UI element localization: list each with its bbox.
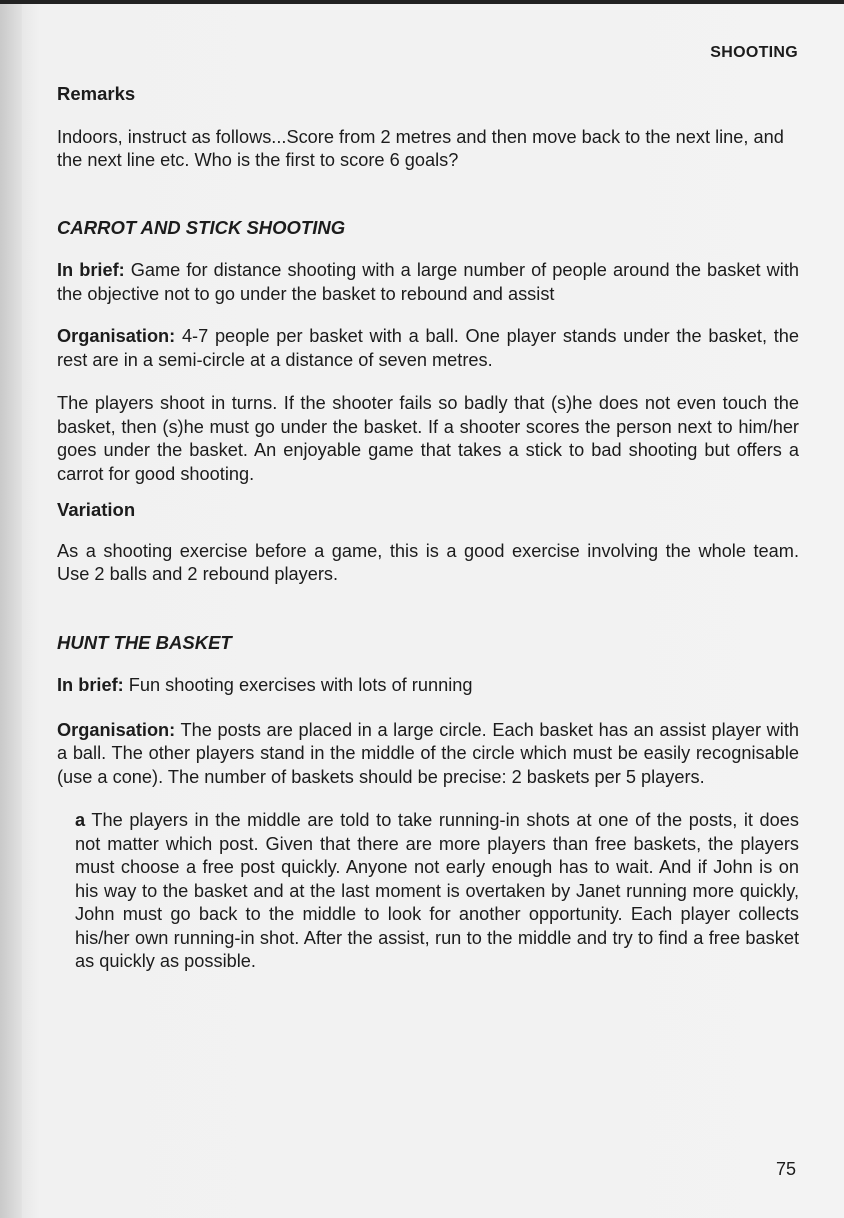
page-spine-shadow [0,0,22,1218]
hunt-item-a-text: The players in the middle are told to take running-in shots at one of the posts, it does not matter which post. Given that there are more players than free baskets, the players must choose a free post quickly. Anyone not early enough has to wait. And if John is on his way to the basket and at the last moment is overtaken by Janet running more quickly, John must go back to the middle to look for another opportunity. Each player collects his/her own running-in shot. After the assist, run to the middle and try to find a free basket as quickly as possible. [75,810,799,971]
variation-text: As a shooting exercise before a game, this is a good exercise involving the whole team. Use 2 balls and 2 rebound players. [57,540,799,584]
carrot-brief-text: Game for distance shooting with a large number of people around the basket with the objective not to go under the basket to rebound and assist [57,260,799,304]
hunt-org-text: The posts are placed in a large circle. Each basket has an assist player with a ball. The other players stand in the middle of the circle which must be easily recognisable (use a cone). The number of baskets should be precise: 2 baskets per 5 players. [57,719,799,787]
carrot-organisation [57,325,799,372]
hunt-brief-text: Fun shooting exercises with lots of running [123,675,473,695]
carrot-body: The players shoot in turns. If the shooter fails so badly that (s)he does not even touch the basket, then (s)he must go under the basket. If a shooter scores the person next to him/her goes under the basket. An enjoyable game that takes a stick to bad shooting but offers a carrot for good shooting. [57,393,799,484]
carrot-title: CARROT AND STICK SHOOTING [57,216,346,238]
remarks-text: Indoors, instruct as follows...Score from 2 metres and then move back to the next line, and the next line etc. Who is the first to score 6 goals? [57,126,784,170]
hunt-brief-label: In brief: [57,675,124,695]
hunt-organisation [57,719,799,790]
hunt-item-a-label: a [75,810,86,830]
carrot-brief-label: In brief: [57,260,125,280]
variation-heading: Variation [57,499,136,520]
page-top-edge [0,0,844,4]
carrot-org-label: Organisation: [57,326,176,346]
running-header: SHOOTING [710,44,798,61]
remarks-heading: Remarks [57,83,136,104]
carrot-org-text: 4-7 people per basket with a ball. One player stands under the basket, the rest are in a semi-circle at a distance of seven metres. [57,326,799,370]
hunt-title: HUNT THE BASKET [57,631,232,653]
page-content [57,80,799,974]
hunt-item-a [57,809,799,974]
hunt-brief [57,674,799,698]
page-number: 75 [775,1159,796,1179]
carrot-brief [57,259,799,306]
hunt-org-label: Organisation: [57,719,176,740]
